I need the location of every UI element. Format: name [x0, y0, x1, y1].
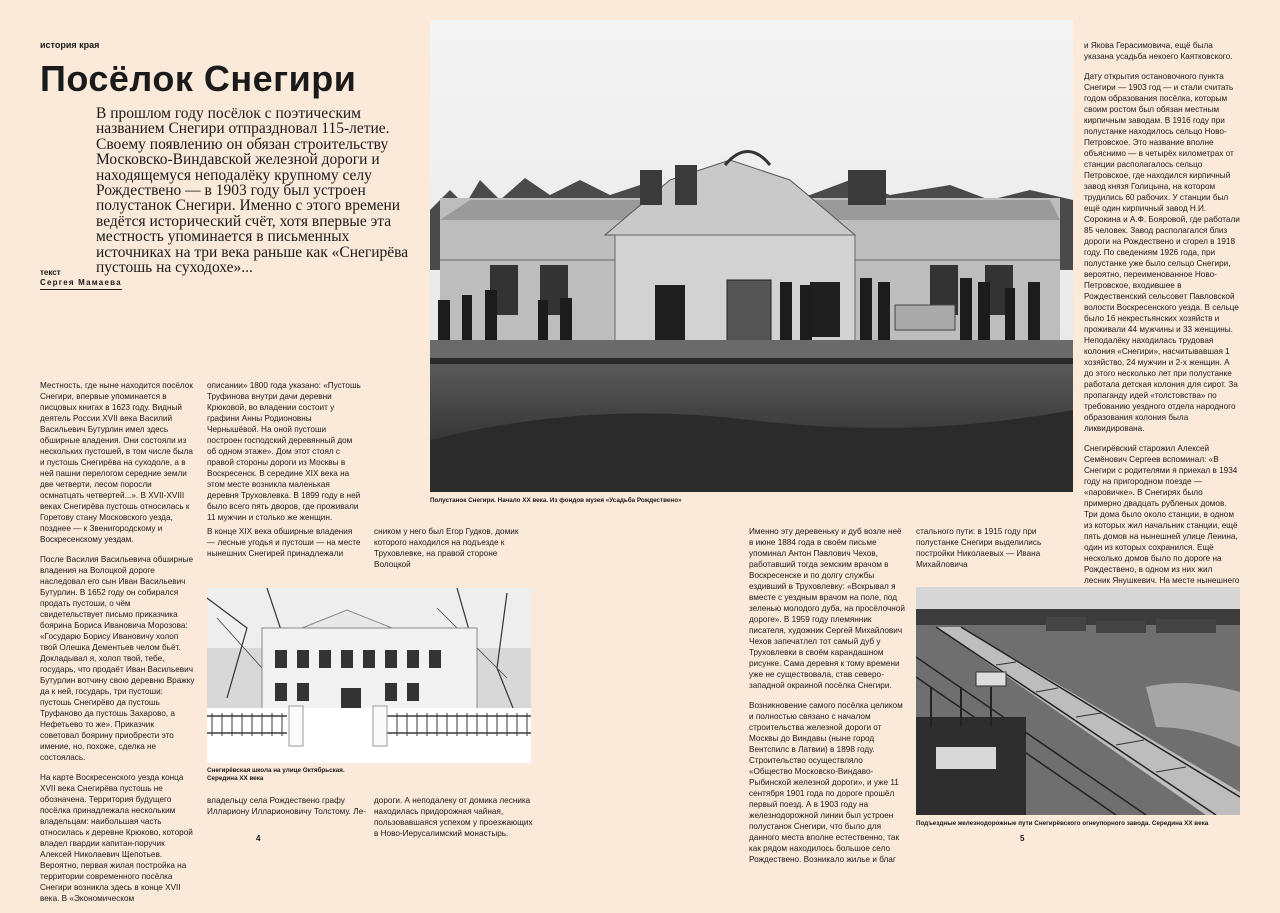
- article-title: Посёлок Снегири: [40, 58, 357, 99]
- column-3-bottom: дороги. А неподалеку от домика лесника находилась придорожная чайная, пользовавшаяся успехом у проезжающих в Ново-Иерусалимский монастырь.: [374, 796, 533, 838]
- railway-photo: [916, 587, 1240, 815]
- station-photo-caption: Полустанок Снегири. Начало XX века. Из фондов музея «Усадьба Рождествено»: [430, 497, 682, 504]
- paragraph: и Якова Герасимовича, ещё была указана усадьба некоего Каятковского.: [1084, 41, 1233, 61]
- column-2-bottom: владельцу села Рождествено графу Иллариону Илларионовичу Толстому. Ле-: [207, 796, 366, 816]
- paragraph: На карте Воскресенского уезда конца XVII века Снегирёва пустошь не обозначена. Территория будущего посёлка принадлежала нескольким владельцам: наибольшая часть относилась к деревне Крюково, которой владел гвардии капитан-поручик Алексей Николаевич Щепотьев. Вероятно, первая жилая постройка на территории современного посёлка Снегири возникла здесь в конце XVII века. В «Экономическом: [40, 773, 193, 903]
- railway-photo-caption: Подъездные железнодорожные пути Снегирёвского огнеупорного завода. Середина XX века: [916, 820, 1209, 827]
- school-photo-caption: Снегирёвская школа на улице Октябрьская. Середина XX века: [207, 767, 345, 782]
- paragraph: После Василия Васильевича обширные владения на Волоцкой дороге наследовал его сын Иван Васильевич Бутурлин. В 1652 году он собирался продать пустоши, о чём свидетельствует письмо приказчика боярина Бориса Ивановича Морозова: «Государю Борису Ивановичу холоп твой Олешка Дементьев челом бьёт. Докладывал я, холоп твой, тебе, государь, что продаёт Иван Васильевич Бутурлин вотчину свою деревню Вражку да к ней, государь, три пустоши: пустошь Снегирёво да пустошь Труфаново да пустошь Захарово, а Нефетьево то же». Приказчик советовал боярину приобрести это имение, но, похоже, сделка не состоялась.: [40, 555, 195, 762]
- column-a: [749, 526, 907, 874]
- page-number-left: 4: [256, 834, 261, 843]
- paragraph: Именно эту деревеньку и дуб возле неё в июне 1884 года в своём письме упоминал Антон Павлович Чехов, работавший тогда земским врачом в Воскресенске и по долгу службы ездивший в Труховлевку: «Вскрывал я вместе с уездным врачом на поле, под зеленью молодого дуба, на просёлочной дороге». В 1959 году племянник писателя, художник Сергей Михайлович Чехов запечатлел тот самый дуб у Труховлевки в своём карандашном рисунке. Сама деревня к тому времени уже не существовала, став северо-западной окраиной посёлка Снегири.: [749, 527, 905, 690]
- column-3: сником у него был Егор Гудков, домик которого находился на подъезде к Труховлевке, на правой стороне Волоцкой: [374, 527, 519, 569]
- byline-author: Сергея Мамаева: [40, 278, 122, 290]
- column-1: [40, 380, 195, 913]
- paragraph: Местность, где ныне находится посёлок Снегири, впервые упоминается в писцовых книгах в 1623 году. Видный деятель России XVII века Василий Васильевич Бутурлин имел здесь обширные владения. Они состояли из нескольких пустошей, в том числе была и пустошь Снегирёва на суходоле, а в ней пашни перелогом середние земли две четверти, лесом поросли осмнатцать четвертей...». В XVII-XVIII веках Снегирёва пустошь относилась к Горетову стану Московского уезда, позднее — к Звенигородскому и Воскресенскому уездам.: [40, 381, 193, 544]
- station-photo: [430, 20, 1073, 492]
- article-lead: В прошлом году посёлок с поэтическим названием Снегири отпраздновал 115-летие. Своему появлению он обязан строительству Московско-Виндавской железной дороги и находящемуся неподалёку крупному селу Рождествено — в 1903 году был устроен полустанок Снегири. Именно с этого времени ведётся исторический счёт, хотя впервые эта местность упоминается в письменных источниках на три века раньше как «Снегирёва пустошь на суходохе»...: [96, 105, 409, 277]
- school-photo: [207, 588, 531, 763]
- section-kicker: история края: [40, 40, 100, 50]
- paragraph: описании» 1800 года указано: «Пустошь Труфинова внутри дачи деревни Крюковой, во владении состоит у графини Анны Родионовны Чернышёвой. На оной пустоши построен господский деревянный дом об одном этаже». Дом этот стоял с правой стороны дороги из Москвы в Воскресенск. В середине XIX века на этом месте возникла маленькая деревня Труховлевка. В 1899 году в ней было всего пять дворов, где проживали 11 мужчин и столько же женщин.: [207, 381, 361, 522]
- byline-label: текст: [40, 268, 61, 277]
- column-2-continued: В конце XIX века обширные владения — лесные угодья и пустоши — на месте нынешних Снегирей принадлежали: [207, 527, 361, 558]
- page-number-right: 5: [1020, 834, 1025, 843]
- paragraph: Возникновение самого посёлка целиком и полностью связано с началом строительства железной дороги от Москвы до Виндавы (ныне город Вентспилс в Латвии) в 1898 году. Строительство осуществляло «Общество Московско-Виндаво-Рыбинской железной дороги», и уже 11 сентября 1901 года по дороге прошёл первый поезд. А в 1903 году на железнодорожной линии был устроен полустанок Снегири, что было для данного места вполне естественно, так как рядом находилось большое село Рождествено. Возникало жилье и благ: [749, 701, 903, 864]
- paragraph: Снегирёвский старожил Алексей Семёнович Сергеев вспоминал: «В Снегири с родителями я приехал в 1934 году на пригородном поезде — «паровичке». В Снегирях было примерно двадцать рубленых домов. Три дома было около станции, в одном из которых жил начальник станции, ещё пять домов на нынешней улице Ленина, один из которых сохранился. Ещё несколько домов было по дороге на Рождествено, в одном из них жил лесник Янушкевич. На месте нынешнего: [1084, 444, 1240, 585]
- column-b: стального пути: в 1915 году при полустанке Снегири выделились постройки Николаевых — Ивана Михайловича: [916, 527, 1042, 569]
- paragraph: Дату открытия остановочного пункта Снегири — 1903 год — и стали считать годом образования посёлка, которым своим ростом был обязан местным кирпичным заводам. В 1916 году при полустанке находилось сельцо Ново-Петровское. Это название вполне объяснимо — в четырёх километрах от станции располагалось сельцо Петровское, где находился кирпичный завод князя Голицына, на котором трудились 60 рабочих. У станции был ещё один кирпичный завод Н.И. Сорокина и А.Ф. Бояровой, где работали 85 человек. Завод располагался близ дороги на Рождествено и сгорел в 1918 году. По сведениям 1926 года, при полустанке уже было сельцо Снегири, вероятно, переименованное Ново-Петровское, входившее в Рождественский сельсовет Павловской волости Воскресенского уезда. В сельце было 16 некрестьянских хозяйств и проживали 44 мужчины и 33 женщины. Неподалёку находилась трудовая колония «Снегири», насчитывавшая 1 хозяйство, 24 мужчин и 2-х женщин. А до этого несколько лет при полустанке работала детская колония для сирот. За пропаганду идей «толстовства» по требованию уездного отдела народного образования колония была ликвидирована.: [1084, 72, 1240, 433]
- column-right: [1084, 40, 1240, 606]
- column-2: [207, 380, 362, 532]
